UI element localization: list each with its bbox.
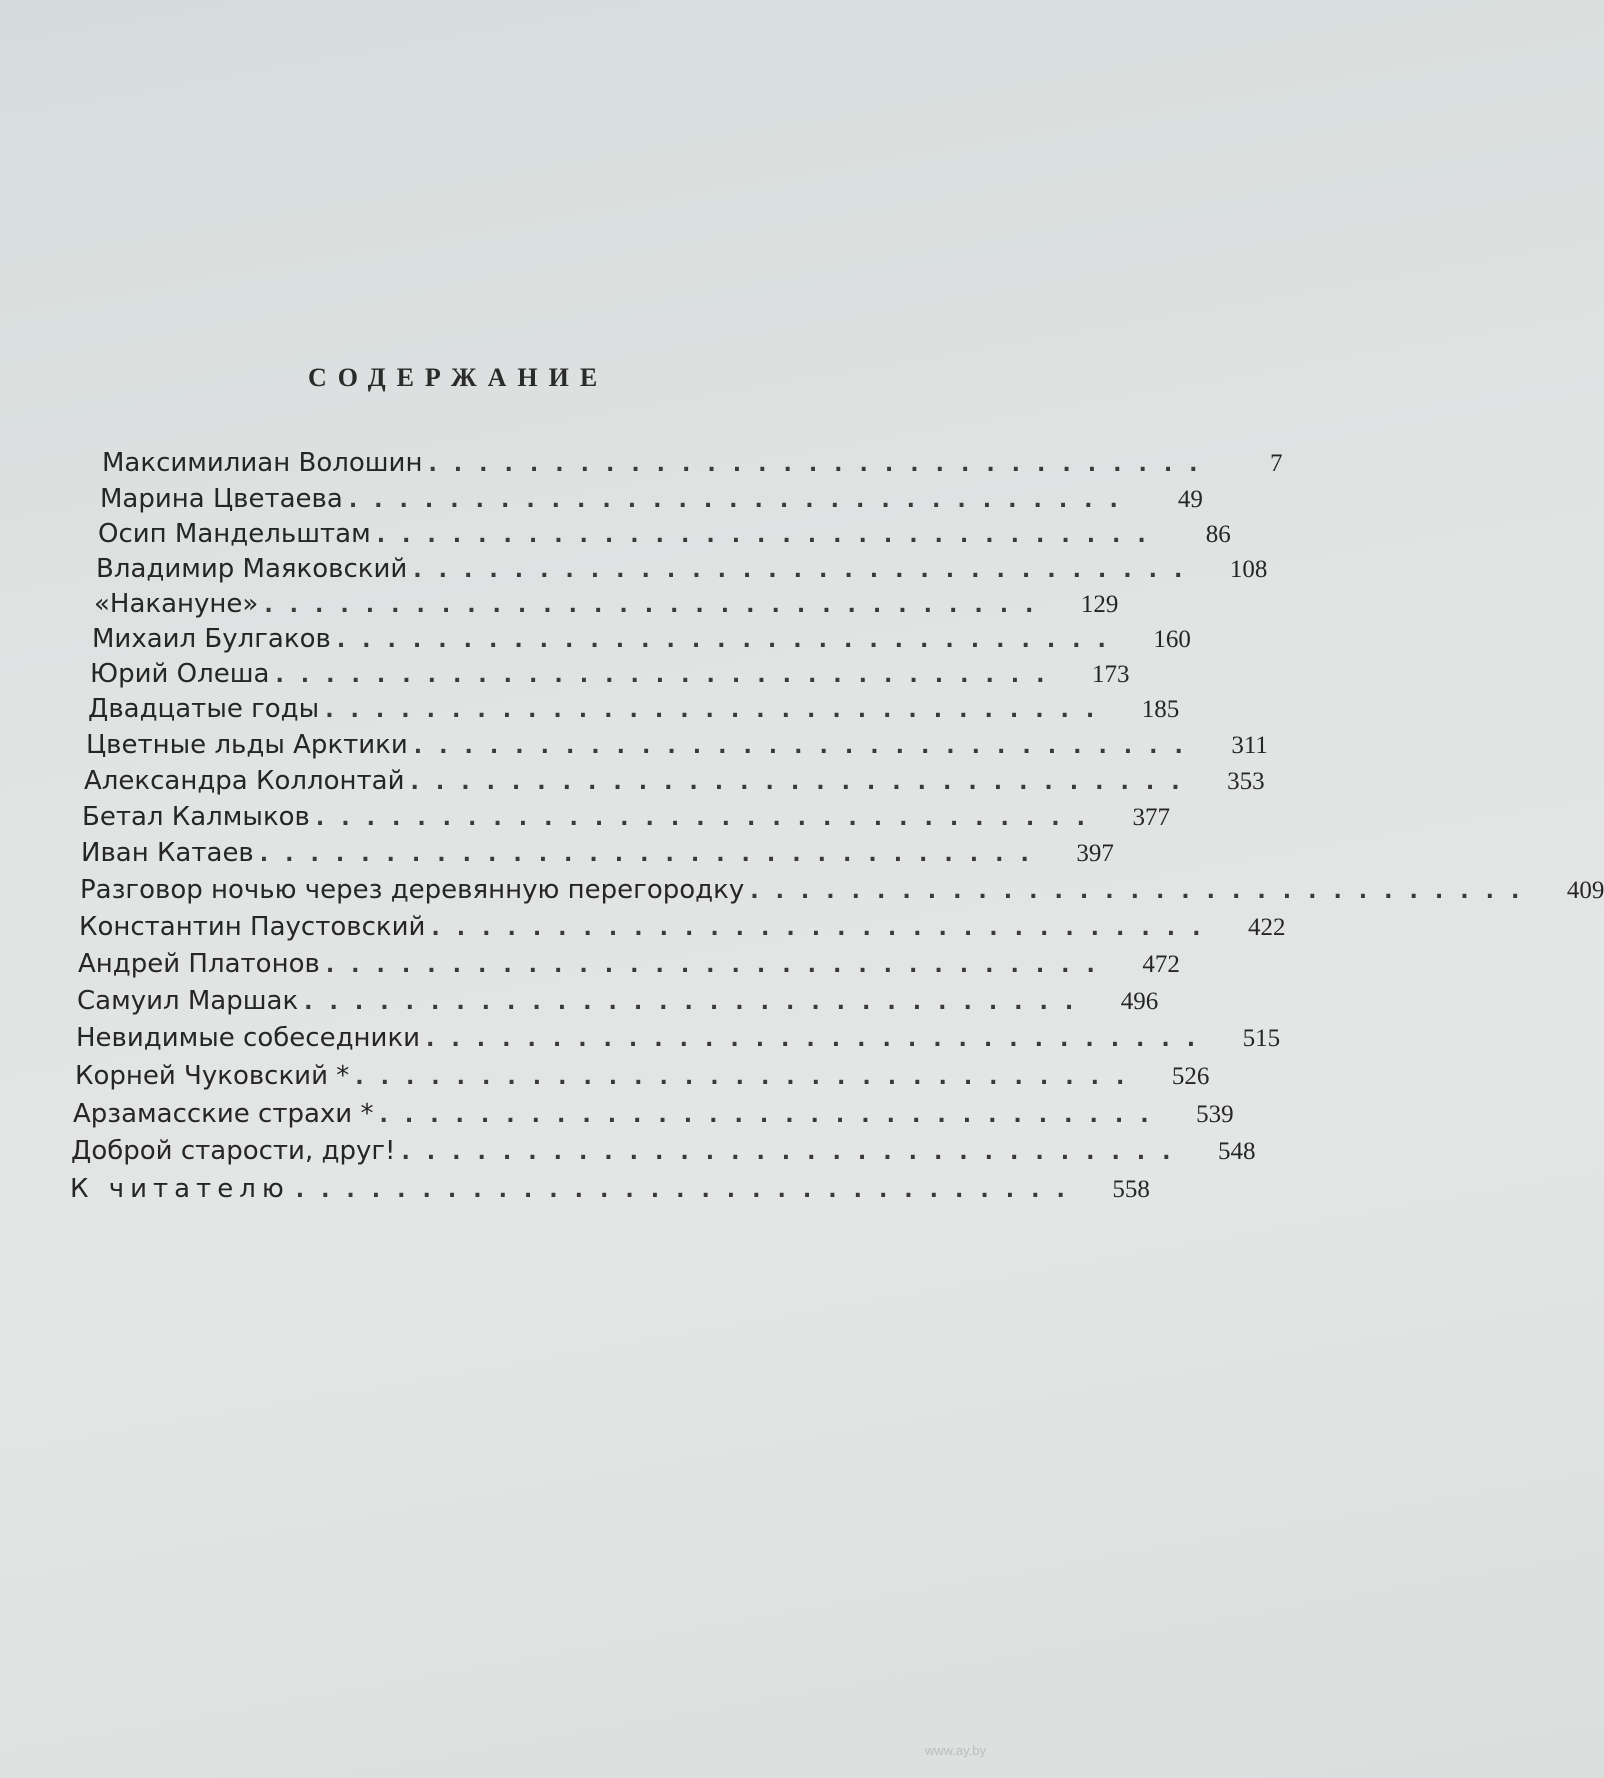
toc-entry-title: Михаил Булгаков — [92, 624, 331, 654]
toc-entry — [102, 448, 1283, 482]
toc-entry-page: 160 — [1153, 626, 1191, 653]
toc-entry-page: 185 — [1141, 696, 1180, 723]
dot-leader: ............................... — [348, 488, 1135, 513]
toc-entry-title: Максимилиан Волошин — [102, 448, 423, 478]
dot-leader: ............................... — [325, 953, 1112, 978]
toc-entry-title: Осип Мандельштам — [98, 519, 371, 549]
dot-leader: ............................... — [275, 663, 1062, 688]
toc-entry-page: 86 — [1205, 521, 1231, 548]
toc-entry-page: 377 — [1132, 804, 1170, 831]
toc-entry-page: 108 — [1229, 556, 1268, 583]
toc-entry — [100, 484, 1203, 518]
toc-entry-page: 7 — [1270, 450, 1283, 477]
toc-entry-page: 49 — [1177, 486, 1203, 513]
dot-leader: ............................... — [325, 698, 1112, 723]
dot-leader: ............................... — [410, 770, 1197, 795]
toc-entry-page: 558 — [1112, 1176, 1150, 1203]
dot-leader: ............................... — [336, 628, 1123, 653]
toc-entry-title: Доброй старости, друг! — [71, 1136, 396, 1166]
toc-entry — [79, 912, 1286, 946]
dot-leader: ............................... — [413, 558, 1200, 583]
toc-entry — [96, 554, 1268, 588]
dot-leader: ............................... — [428, 452, 1215, 477]
toc-entry-title: Разговор ночью через деревянную перегородку — [80, 875, 745, 905]
toc-entry-page: 526 — [1171, 1063, 1210, 1090]
toc-entry — [77, 986, 1159, 1020]
toc-entry-page: 539 — [1196, 1101, 1234, 1128]
toc-entry-title: Бетал Калмыков — [82, 802, 310, 832]
dot-leader: ............................... — [379, 1103, 1166, 1128]
toc-entry-page: 409 — [1566, 877, 1604, 904]
toc-entry-page: 173 — [1092, 661, 1130, 688]
toc-entry — [92, 624, 1191, 658]
dot-leader: ............................... — [750, 879, 1537, 904]
toc-entry-page: 515 — [1242, 1025, 1281, 1052]
toc-entry-title: К читателю — [70, 1174, 290, 1204]
dot-leader: ............................... — [376, 523, 1163, 548]
toc-entry-title: Цветные льды Арктики — [86, 730, 408, 760]
toc-entry-page: 311 — [1231, 732, 1268, 759]
toc-entry — [76, 1023, 1281, 1057]
toc-entry-title: Александра Коллонтай — [84, 766, 405, 796]
toc-entry-title: «Накануне» — [94, 589, 259, 619]
toc-entry — [80, 875, 1604, 909]
dot-leader: ............................... — [426, 1027, 1213, 1052]
toc-entry-page: 397 — [1076, 840, 1114, 867]
contents-heading: СОДЕРЖАНИЕ — [308, 363, 609, 392]
dot-leader: ............................... — [295, 1178, 1082, 1203]
toc-entry — [82, 802, 1170, 836]
toc-entry-title: Юрий Олеша — [90, 659, 270, 689]
toc-entry-title: Владимир Маяковский — [96, 554, 408, 584]
dot-leader: ............................... — [259, 842, 1046, 867]
toc-entry-title: Иван Катаев — [81, 838, 254, 868]
toc-entry — [78, 949, 1180, 983]
toc-entry-page: 472 — [1142, 951, 1180, 978]
watermark: www.ay.by — [924, 1743, 986, 1758]
toc-entry — [81, 838, 1114, 872]
toc-entry-page: 496 — [1120, 988, 1159, 1015]
toc-entry-title: Невидимые собеседники — [76, 1023, 421, 1053]
toc-entry-title: Самуил Маршак — [77, 986, 299, 1016]
dot-leader: ............................... — [431, 916, 1218, 941]
toc-entry-title: Андрей Платонов — [78, 949, 320, 979]
toc-entry — [86, 730, 1268, 764]
dot-leader: ............................... — [355, 1065, 1142, 1090]
toc-entry-title: Двадцатые годы — [88, 694, 320, 724]
toc-entry-page: 129 — [1080, 591, 1119, 618]
toc-entry — [90, 659, 1130, 693]
toc-entry-page: 422 — [1247, 914, 1286, 941]
toc-entry — [71, 1136, 1256, 1170]
toc-entry — [70, 1174, 1150, 1208]
dot-leader: ............................... — [264, 593, 1051, 618]
toc-entry — [98, 519, 1231, 553]
toc-entry — [94, 589, 1119, 623]
dot-leader: ............................... — [315, 806, 1102, 831]
toc-entry-title: Корней Чуковский * — [75, 1061, 350, 1091]
toc-entry-title: Арзамасские страхи * — [73, 1099, 374, 1129]
dot-leader: ............................... — [401, 1140, 1188, 1165]
dot-leader: ............................... — [413, 734, 1200, 759]
toc-entry — [75, 1061, 1210, 1095]
toc-entry — [73, 1099, 1234, 1133]
toc-entry-page: 548 — [1218, 1138, 1256, 1165]
dot-leader: ............................... — [304, 990, 1091, 1015]
toc-entry-title: Константин Паустовский — [79, 912, 426, 942]
toc-entry — [88, 694, 1180, 728]
toc-entry — [84, 766, 1265, 800]
toc-entry-title: Марина Цветаева — [100, 484, 343, 514]
toc-entry-page: 353 — [1227, 768, 1265, 795]
